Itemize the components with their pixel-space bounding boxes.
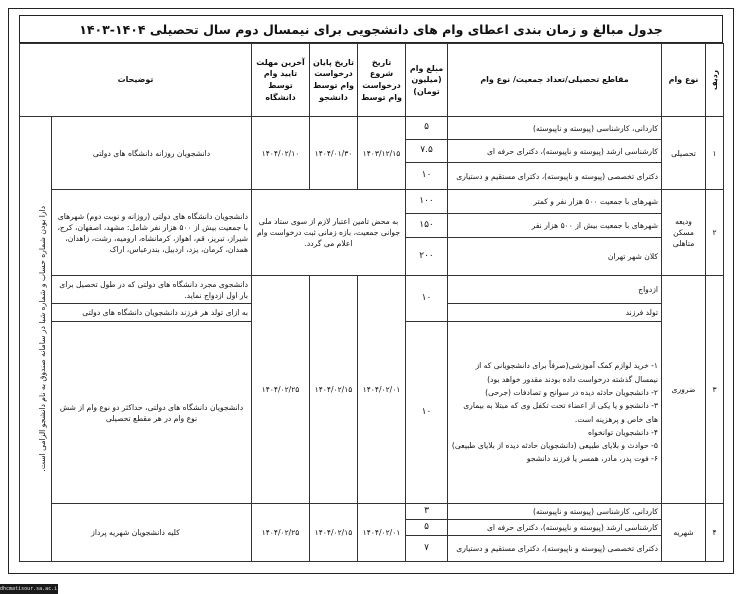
table-row [20,276,724,304]
row-index: ۲ [706,190,724,276]
amount-cell: ۱۰ [406,163,448,190]
header-deadline: آخرین مهلت تایید وام توسط دانشگاه [252,44,310,117]
row-index: ۳ [706,276,724,504]
start-date: ۱۴۰۳/۱۲/۱۵ [358,117,406,190]
header-notes: توضیحات [20,44,252,117]
watermark-strip: dhcmatisour.sa.ac.ir [0,586,61,592]
amount-cell: ۲۰۰ [406,238,448,276]
level-cell: کاردانی، کارشناسی (پیوسته و ناپیوسته) [448,117,662,140]
table-row [20,117,724,140]
loan-type: تحصیلی [662,117,706,190]
header-amount: مبلغ وام (میلیون تومان) [406,44,448,117]
amount-cell: ۷.۵ [406,140,448,163]
note-cell: دانشجویان دانشگاه های دولتی (روزانه و نوبت دوم) شهرهای با جمعیت بیش از ۵۰۰ هزار نفر شامل: مشهد، اصفهان، کرج، شیراز، تبریز، قم، اهواز، کرمانشاه، ارومیه، رشت، زاهدان، همدان، کرمان، یزد، اردبیل، بندرعباس، اراک [52,190,252,276]
level-cell: تولد فرزند [448,304,662,322]
level-cell: ازدواج [448,276,662,304]
table-row [20,504,724,520]
page-title: جدول مبالغ و زمان بندی اعطای وام های دانشجویی برای نیمسال دوم سال تحصیلی ۱۴۰۴-۱۴۰۳ [19,15,723,43]
loan-schedule-sheet [8,8,734,574]
note-cell: به ازای تولد هر فرزند دانشجویان دانشگاه های دولتی [52,304,252,322]
end-date: ۱۴۰۴/۰۲/۱۵ [310,276,358,504]
side-note: دارا بودن شماره حساب و شماره شبا در سامانه صندوق به نام دانشجو الزامی است. [20,117,52,562]
table-row [20,190,724,214]
level-cell: ۱- خرید لوازم کمک آموزشی(صرفاً برای دانشجویانی که از نیمسال گذشته درخواست داده بودند مقدور خواهد بود) ۲- دانشجویان حادثه دیده در سوانح و تصادفات (جرحی) ۳- دانشجو و یا یکی از اعضاء تحت تکفل وی که مبتلا به بیماری های خاص و پرهزینه است. ۴- دانشجویان توانخواه ۵- حوادث و بلایای طبیعی (دانشجویان حادثه دیده از بلایای طبیعی) ۶- فوت پدر، مادر، همسر یا فرزند دانشجو [448,322,662,504]
header-row [20,44,724,117]
amount-cell: ۵ [406,117,448,140]
loan-type: ضروری [662,276,706,504]
level-cell: کاردانی، کارشناسی (پیوسته و ناپیوسته) [448,504,662,520]
deadline-date: ۱۴۰۴/۰۲/۱۰ [252,117,310,190]
amount-cell: ۱۰۰ [406,190,448,214]
amount-cell: ۵ [406,520,448,536]
amount-cell: ۳ [406,504,448,520]
loan-type: ودیعه مسکن متاهلی [662,190,706,276]
amount-cell: ۷ [406,536,448,562]
loan-type: شهریه [662,504,706,562]
level-cell: شهرهای با جمعیت بیش از ۵۰۰ هزار نفر [448,214,662,238]
header-end-date: تاریخ پایان درخواست وام توسط دانشجو [310,44,358,117]
level-cell: دکترای تخصصی (پیوسته و ناپیوسته)، دکترای مستقیم و دستیاری [448,163,662,190]
row-index: ۱ [706,117,724,190]
note-cell: دانشجوی مجرد دانشگاه های دولتی که در طول تحصیل برای بار اول ازدواج نماید. [52,276,252,304]
loan-table [19,43,724,562]
start-date: ۱۴۰۴/۰۲/۰۱ [358,276,406,504]
level-cell: کارشناسی ارشد (پیوسته و ناپیوسته)، دکترای حرفه ای [448,520,662,536]
level-cell: دکترای تخصصی (پیوسته و ناپیوسته)، دکترای مستقیم و دستیاری [448,536,662,562]
amount-cell: ۱۰ [406,322,448,504]
amount-cell: ۱۵۰ [406,214,448,238]
header-start-date: تاریخ شروع درخواست وام توسط [358,44,406,117]
header-levels: مقاطع تحصیلی/تعداد جمعیت/ نوع وام [448,44,662,117]
note-cell: دانشجویان دانشگاه های دولتی، حداکثر دو نوع وام از شش نوع وام در هر مقطع تحصیلی [52,322,252,504]
end-date: ۱۴۰۴/۰۲/۱۵ [310,504,358,562]
start-date: ۱۴۰۴/۰۲/۰۱ [358,504,406,562]
row-index: ۴ [706,504,724,562]
header-row-index: ردیف [706,44,724,117]
dates-note: به محض تامین اعتبار لازم از سوی ستاد ملی جوانی جمعیت، بازه زمانی ثبت درخواست وام اعلام می گردد. [252,190,406,276]
amount-cell: ۱۰ [406,276,448,322]
deadline-date: ۱۴۰۴/۰۲/۲۵ [252,504,310,562]
note-cell: دانشجویان روزانه دانشگاه های دولتی [52,117,252,190]
note-cell: کلیه دانشجویان شهریه پرداز [20,504,252,562]
level-cell: شهرهای با جمعیت ۵۰۰ هزار نفر و کمتر [448,190,662,214]
end-date: ۱۴۰۴/۰۱/۳۰ [310,117,358,190]
level-cell: کارشناسی ارشد (پیوسته و ناپیوسته)، دکترای حرفه ای [448,140,662,163]
header-loan-type: نوع وام [662,44,706,117]
deadline-date: ۱۴۰۴/۰۲/۲۵ [252,276,310,504]
level-cell: کلان شهر تهران [448,238,662,276]
